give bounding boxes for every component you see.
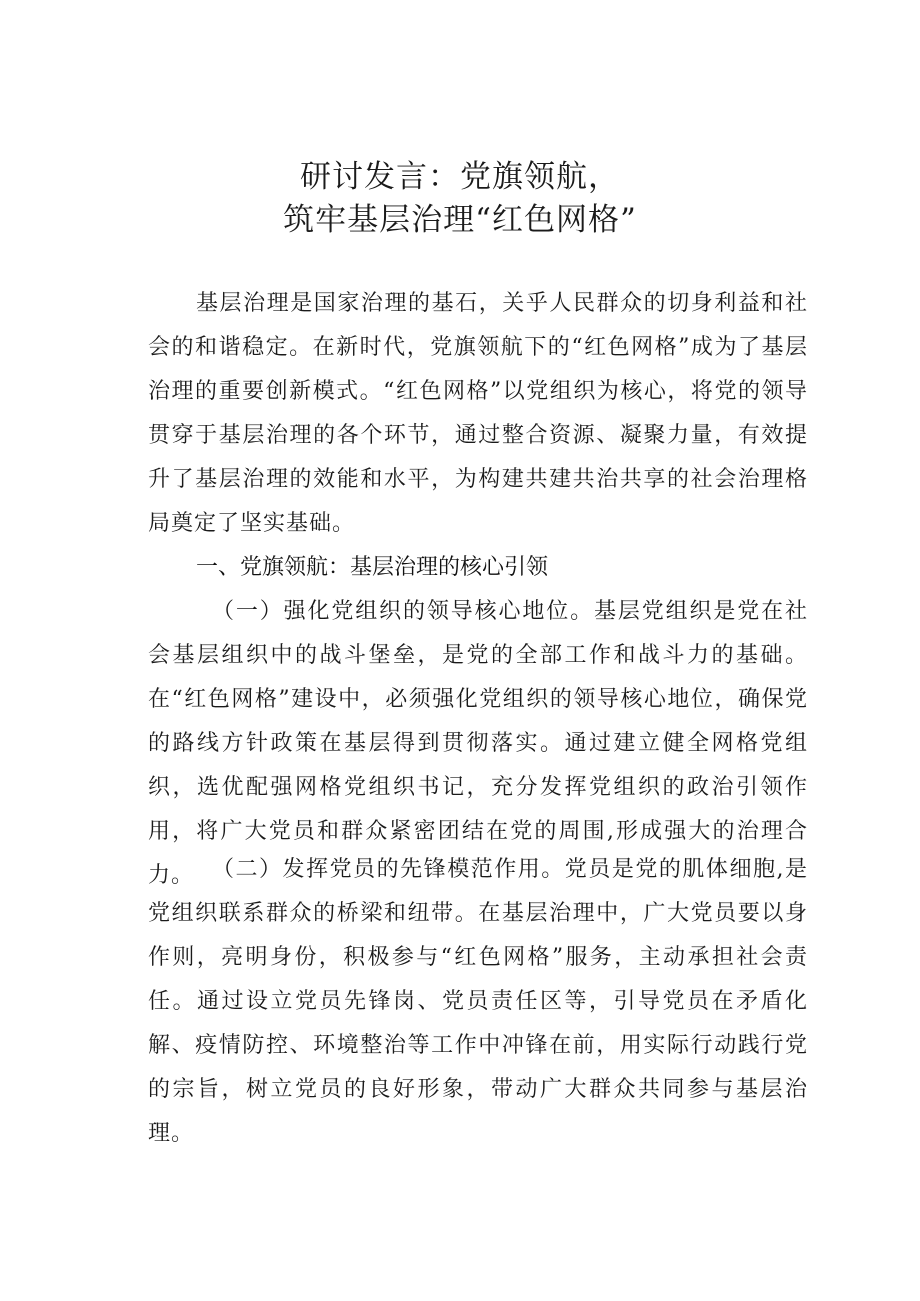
page-title-line-1: 研讨发言：党旗领航，	[300, 159, 620, 195]
section-paragraph-1: （一）强化党组织的领导核心地位。基层党组织是党在社会基层组织中的战斗堡垒，是党的全部工作和战斗力的基础。在“红色网格”建设中，必须强化党组织的领导核心地位，确保党的路线方针政策在基层得到贯彻落实。通过建立健全网格党组织，选优配强网格党组织书记，充分发挥党组织的政治引领作用，将广大党员和群众紧密团结在党的周围,形成强大的治理合力。	[148, 599, 808, 888]
intro-paragraph: 基层治理是国家治理的基石，关乎人民群众的切身利益和社会的和谐稳定。在新时代，党旗领航下的“红色网格”成为了基层治理的重要创新模式。“红色网格”以党组织为核心，将党的领导贯穿于基层治理的各个环节，通过整合资源、凝聚力量，有效提升了基层治理的效能和水平，为构建共建共治共享的社会治理格局奠定了坚实基础。	[148, 291, 808, 536]
section-paragraph-2: （二）发挥党员的先锋模范作用。党员是党的肌体细胞,是党组织联系群众的桥梁和纽带。在基层治理中，广大党员要以身作则，亮明身份，积极参与“红色网格”服务，主动承担社会责任。通过设立党员先锋岗、党员责任区等，引导党员在矛盾化解、疫情防控、环境整治等工作中冲锋在前，用实际行动践行党的宗旨，树立党员的良好形象，带动广大群众共同参与基层治理。	[148, 857, 808, 1146]
page-title-line-2: 筑牢基层治理“红色网格”	[283, 202, 637, 238]
section-heading: 一、党旗领航：基层治理的核心引领	[196, 555, 549, 580]
